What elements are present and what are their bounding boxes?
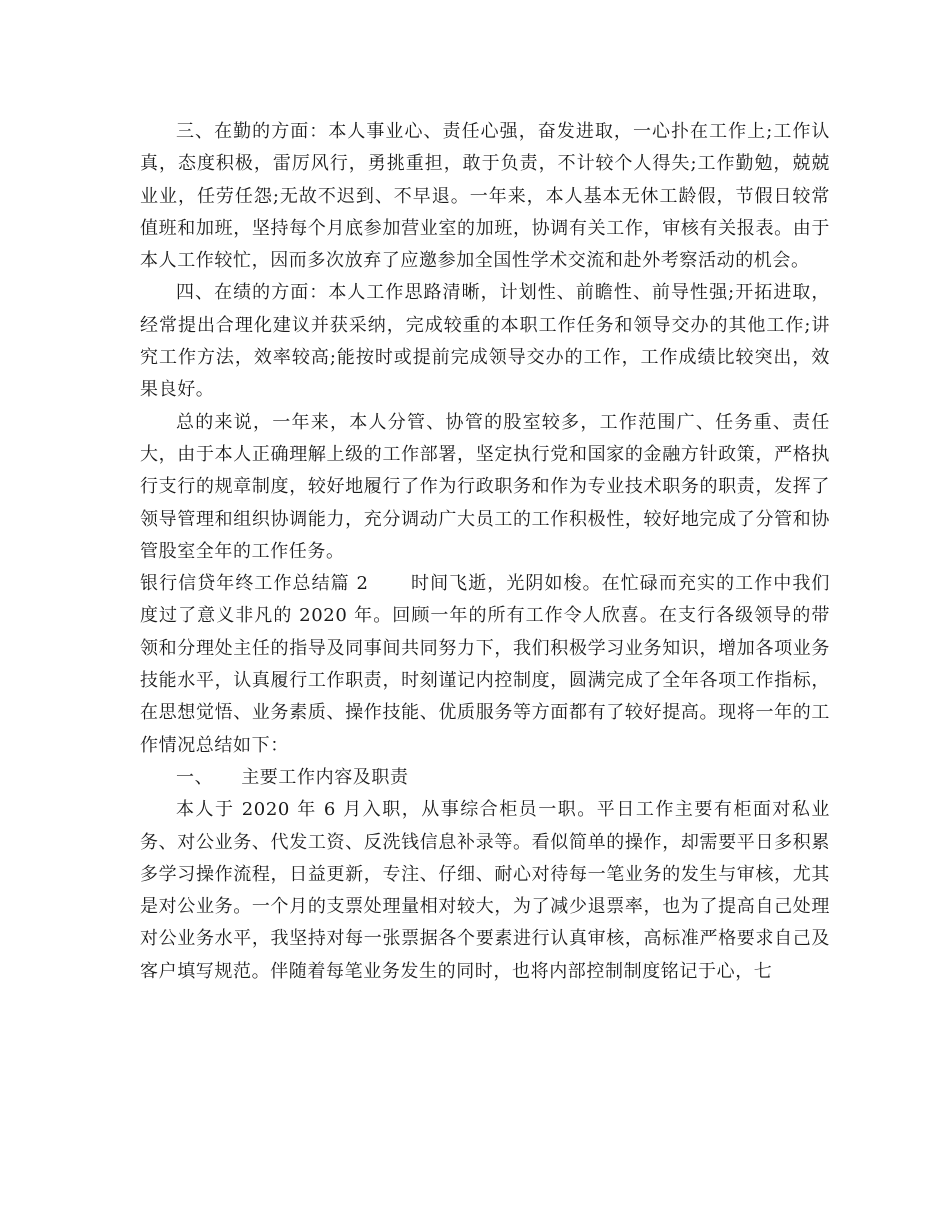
section-body: 本人于 2020 年 6 月入职，从事综合柜员一职。平日工作主要有柜面对私业务、对公业务、代发工资、反洗钱信息补录等。看似简单的操作，却需要平日多积累多学习操作流程，日益更新，专注、仔细、耐心对待每一笔业务的发生与审核，尤其是对公业务。一个月的支票处理量相对较大，为了减少退票率，也为了提高自己处理对公业务水平，我坚持对每一张票据各个要素进行认真审核，高标准严格要求自己及客户填写规范。伴随着每笔业务发生的同时，也将内部控制制度铭记于心，七: [140, 799, 830, 982]
section-title: 主要工作内容及职责: [241, 766, 409, 788]
paragraph-performance: 四、在绩的方面：本人工作思路清晰，计划性、前瞻性、前导性强;开拓进取，经常提出合理化建议并获采纳，完成较重的本职工作任务和领导交办的其他工作;讲究工作方法，效率较高;能按时或提前完成领导交办的工作，工作成绩比较突出，效果良好。: [140, 282, 830, 401]
section-number: 一、: [176, 766, 214, 788]
document-body: [140, 116, 830, 988]
paragraph-summary: 总的来说，一年来，本人分管、协管的股室较多，工作范围广、任务重、责任大，由于本人正确理解上级的工作部署，坚定执行党和国家的金融方针政策，严格执行支行的规章制度，较好地履行了作为行政职务和作为专业技术职务的职责，发挥了领导管理和组织协调能力，充分调动广大员工的工作积极性，较好地完成了分管和协管股室全年的工作任务。: [140, 411, 830, 562]
article-title: 银行信贷年终工作总结篇 2: [140, 573, 369, 595]
article-section: [140, 568, 830, 762]
section-heading: [140, 762, 830, 794]
article-intro: 时间飞逝，光阴如梭。在忙碌而充实的工作中我们度过了意义非凡的 2020 年。回顾一年的所有工作令人欣喜。在支行各级领导的带领和分理处主任的指导及同事间共同努力下，我们积极学习业务知识，增加各项业务技能水平，认真履行工作职责，时刻谨记内控制度，圆满完成了全年各项工作指标，在思想觉悟、业务素质、操作技能、优质服务等方面都有了较好提高。现将一年的工作情况总结如下：: [140, 573, 830, 756]
paragraph-diligence: 三、在勤的方面：本人事业心、责任心强，奋发进取，一心扑在工作上;工作认真，态度积极，雷厉风行，勇挑重担，敢于负责，不计较个人得失;工作勤勉，兢兢业业，任劳任怨;无故不迟到、不早退。一年来，本人基本无休工龄假，节假日较常值班和加班，坚持每个月底参加营业室的加班，协调有关工作，审核有关报表。由于本人工作较忙，因而多次放弃了应邀参加全国性学术交流和赴外考察活动的机会。: [140, 121, 830, 272]
